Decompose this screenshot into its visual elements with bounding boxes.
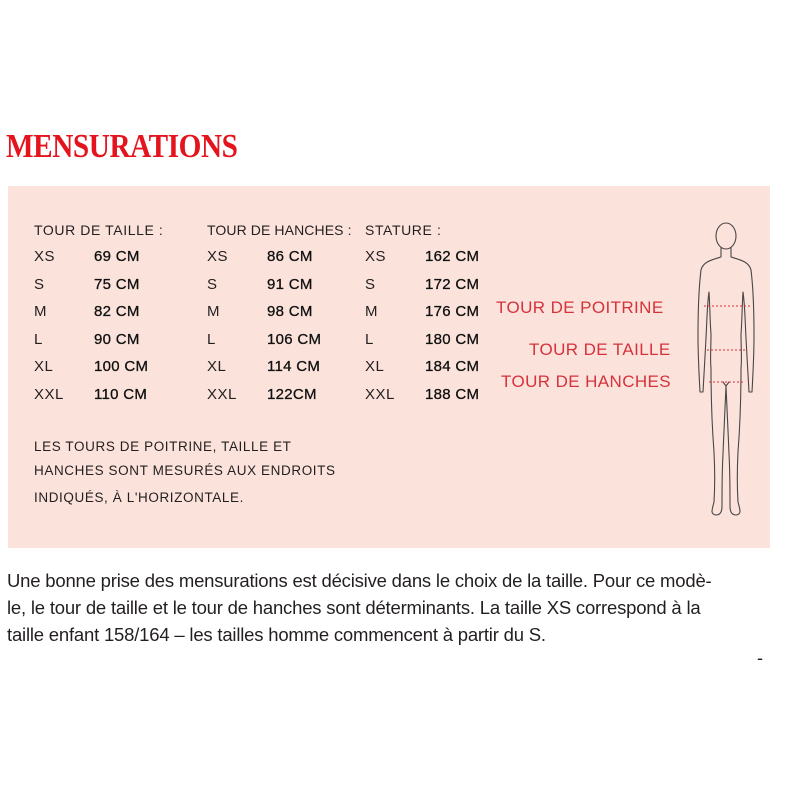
chest-label: TOUR DE POITRINE: [496, 298, 664, 317]
size-value: 172 CM: [425, 276, 480, 293]
size-value: 188 CM: [425, 386, 480, 403]
size-value: 75 CM: [94, 276, 140, 293]
hips-column-header: TOUR DE HANCHES :: [207, 222, 352, 238]
size-value: 91 CM: [267, 276, 313, 293]
size-label: XXL: [34, 386, 64, 403]
size-label: XXL: [365, 386, 395, 403]
size-label: M: [207, 303, 220, 320]
size-label: XS: [34, 248, 56, 265]
size-value: 90 CM: [94, 331, 140, 348]
note-line-2: HANCHES SONT MESURÉS AUX ENDROITS: [34, 463, 336, 478]
size-label: S: [207, 276, 218, 293]
size-value: 122CM: [267, 386, 317, 403]
size-label: L: [207, 331, 216, 348]
size-label: XS: [365, 248, 387, 265]
size-value: 114 CM: [267, 358, 321, 375]
trailing-mark: -: [757, 648, 763, 668]
waist-column-header: TOUR DE TAILLE :: [34, 222, 164, 238]
size-value: 98 CM: [267, 303, 313, 320]
body-outline-figure: [696, 216, 756, 522]
size-value: 184 CM: [425, 358, 480, 375]
waist-label: TOUR DE TAILLE: [529, 340, 671, 359]
size-label: L: [34, 331, 43, 348]
size-label: S: [365, 276, 376, 293]
size-value: 100 CM: [94, 358, 149, 375]
size-value: 110 CM: [94, 386, 148, 403]
size-value: 69 CM: [94, 248, 140, 265]
size-label: XXL: [207, 386, 237, 403]
size-value: 106 CM: [267, 331, 322, 348]
description-line-1: Une bonne prise des mensurations est décisive dans le choix de la taille. Pour ce modè-: [7, 570, 712, 591]
size-label: L: [365, 331, 374, 348]
hips-label: TOUR DE HANCHES: [501, 372, 672, 391]
height-column-header: STATURE :: [365, 222, 442, 238]
size-chart-panel: [8, 186, 770, 548]
description-line-2: le, le tour de taille et le tour de hanches sont déterminants. La taille XS correspond à la: [7, 597, 701, 618]
description-line-3: taille enfant 158/164 – les tailles homme commencent à partir du S.: [7, 624, 546, 645]
note-line-3: INDIQUÉS, À L'HORIZONTALE.: [34, 490, 244, 505]
size-value: 86 CM: [267, 248, 313, 265]
size-label: XS: [207, 248, 229, 265]
size-label: XL: [34, 358, 54, 375]
figure-crotch: [723, 382, 729, 386]
size-label: XL: [365, 358, 385, 375]
figure-head: [716, 223, 736, 249]
size-label: M: [34, 303, 47, 320]
page-title: MENSURATIONS: [6, 128, 238, 165]
size-value: 180 CM: [425, 331, 480, 348]
size-value: 162 CM: [425, 248, 480, 265]
note-line-1: LES TOURS DE POITRINE, TAILLE ET: [34, 439, 292, 454]
size-label: M: [365, 303, 378, 320]
description-paragraph: [7, 567, 775, 648]
size-label: XL: [207, 358, 227, 375]
size-value: 176 CM: [425, 303, 480, 320]
size-value: 82 CM: [94, 303, 140, 320]
size-label: S: [34, 276, 45, 293]
